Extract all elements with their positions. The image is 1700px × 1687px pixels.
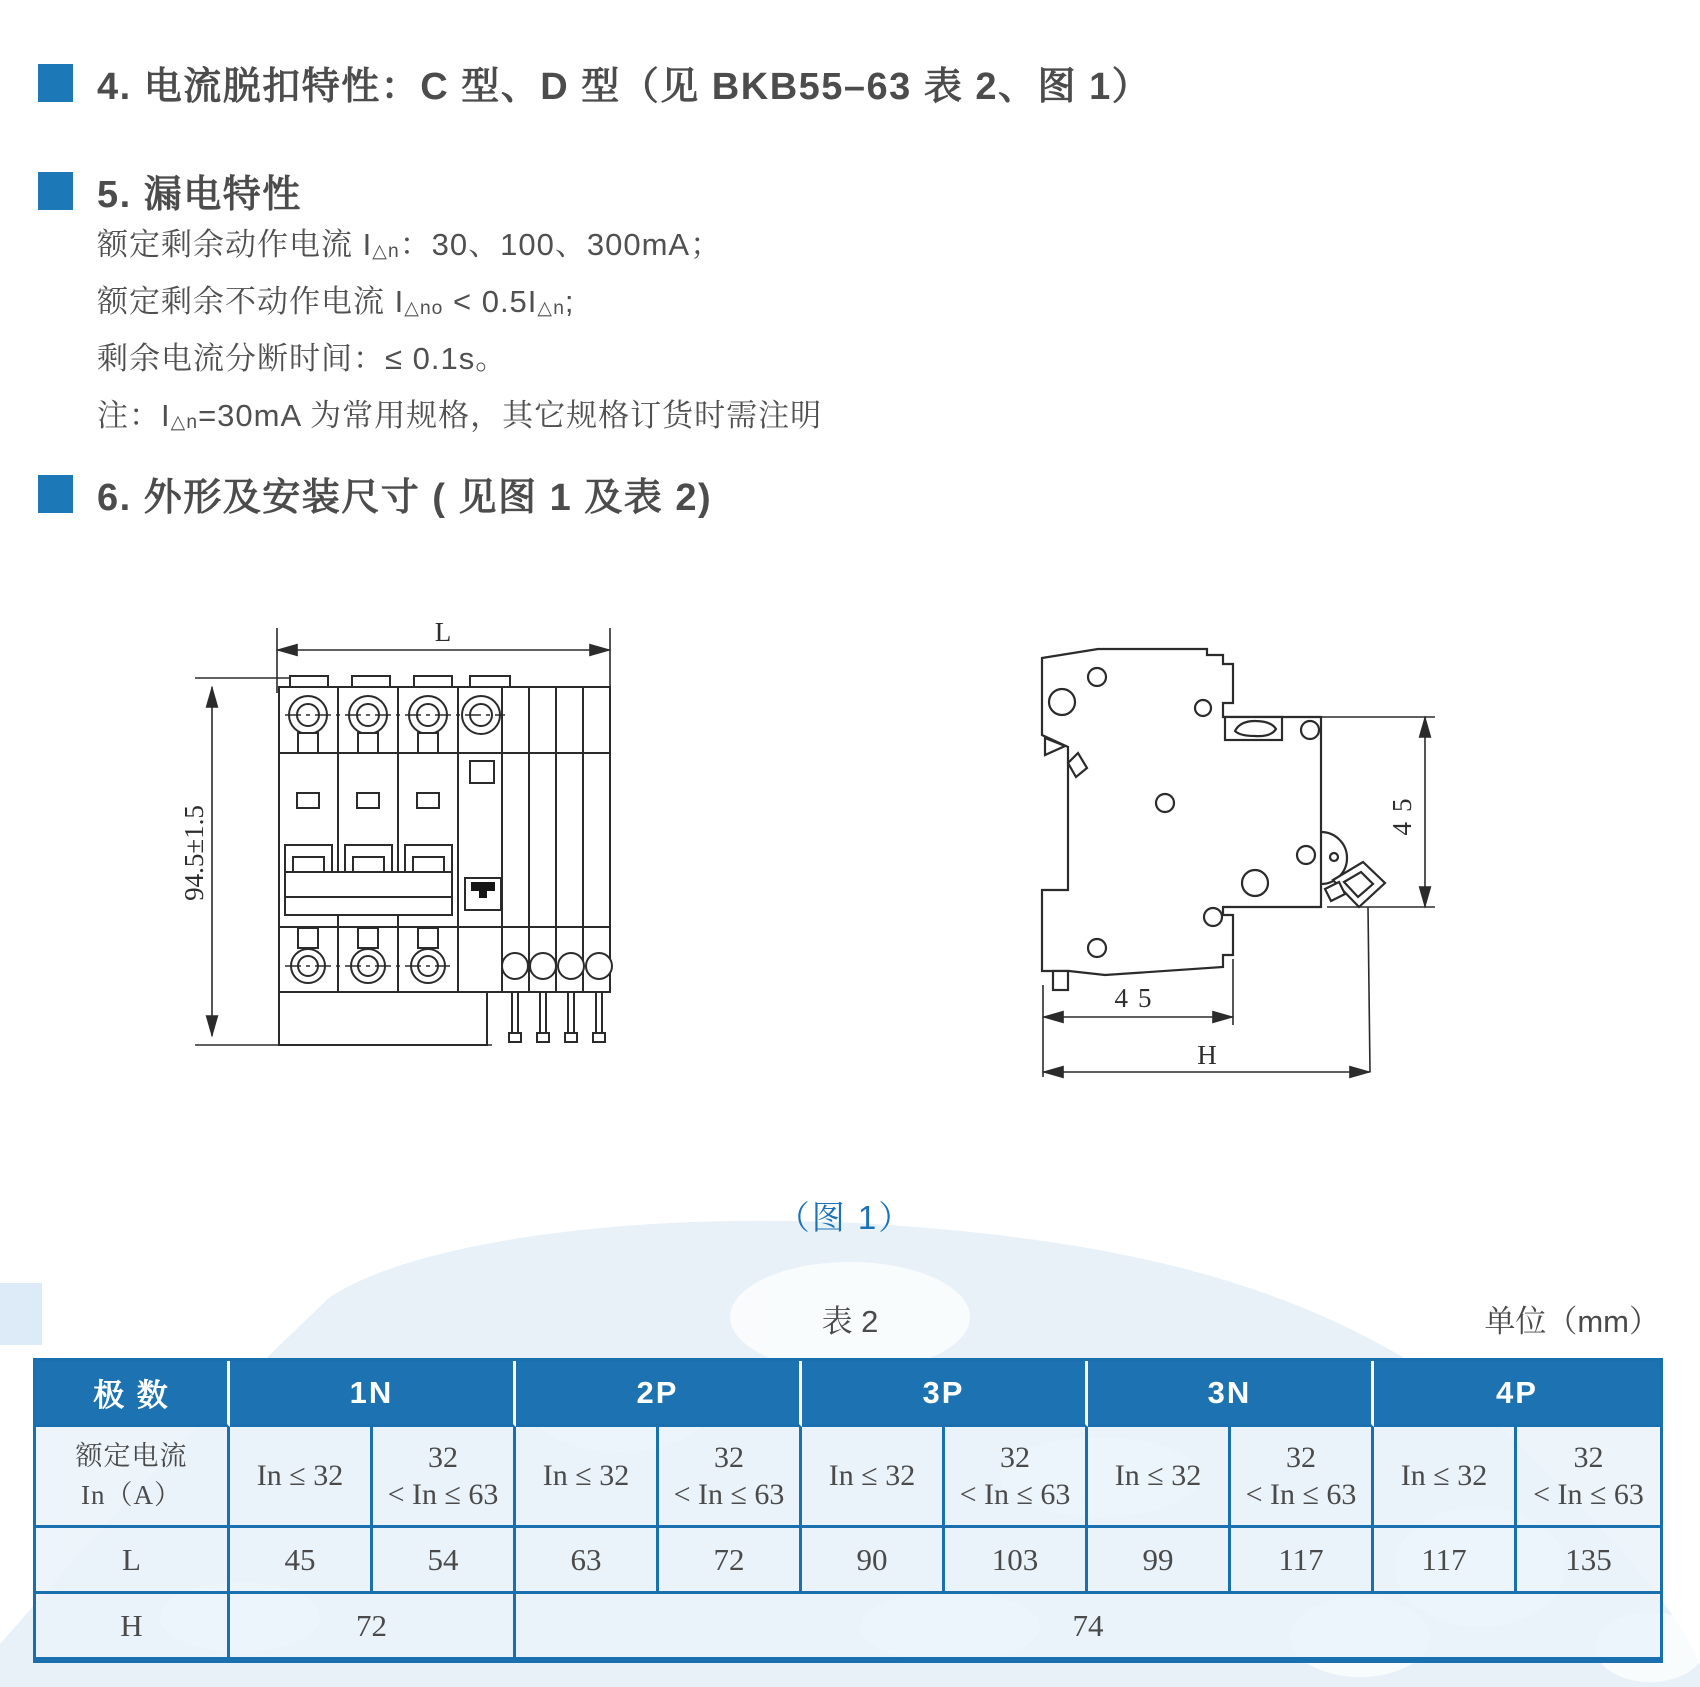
length-value: 117 [1231, 1528, 1374, 1594]
table-unit-label: 单位（mm） [1484, 1304, 1660, 1339]
range-le32: In ≤ 32 [802, 1427, 945, 1528]
length-row-label: L [36, 1528, 230, 1594]
spec-line: 剩余电流分断时间：≤ 0.1s。 [97, 341, 508, 376]
height-value-1n: 72 [230, 1594, 516, 1657]
section-5-title: 5. 漏电特性 [97, 174, 302, 216]
pole-header-4p: 4P [1374, 1361, 1660, 1427]
side-view-body [1042, 649, 1385, 990]
front-width-dimension-label: L [434, 617, 452, 647]
range-gt32: 32 < In ≤ 63 [659, 1427, 802, 1528]
length-value: 54 [373, 1528, 516, 1594]
pole-header-2p: 2P [516, 1361, 802, 1427]
side-total-width-label: H [1197, 1040, 1217, 1070]
section-6-title: 6. 外形及安装尺寸 ( 见图 1 及表 2) [97, 477, 713, 519]
length-value: 90 [802, 1528, 945, 1594]
range-le32: In ≤ 32 [230, 1427, 373, 1528]
poles-header: 极 数 [36, 1361, 230, 1427]
length-value: 99 [1088, 1528, 1231, 1594]
range-gt32: 32 < In ≤ 63 [945, 1427, 1088, 1528]
pole-header-3p: 3P [802, 1361, 1088, 1427]
pole-header-1n: 1N [230, 1361, 516, 1427]
front-view-drawing [115, 575, 625, 1080]
figure-1-caption: （图 1） [776, 1199, 914, 1236]
table-header-row [36, 1361, 1660, 1427]
length-value: 117 [1374, 1528, 1517, 1594]
range-le32: In ≤ 32 [1374, 1427, 1517, 1528]
side-base-width-label: 45 [1114, 983, 1162, 1013]
section-bullet-icon [38, 172, 73, 210]
spec-line: 额定剩余不动作电流 I△no < 0.5I△n; [97, 284, 575, 319]
length-value: 72 [659, 1528, 802, 1594]
height-value-rest: 74 [516, 1594, 1660, 1657]
section-4-title: 4. 电流脱扣特性：C 型、D 型（见 BKB55–63 表 2、图 1） [97, 66, 1152, 108]
height-row [36, 1594, 1660, 1657]
range-gt32: 32 < In ≤ 63 [1231, 1427, 1374, 1528]
section-5 [38, 163, 302, 218]
section-bullet-icon [38, 64, 73, 102]
pole-header-3n: 3N [1088, 1361, 1374, 1427]
range-le32: In ≤ 32 [1088, 1427, 1231, 1528]
section-bullet-icon [38, 475, 73, 513]
range-le32: In ≤ 32 [516, 1427, 659, 1528]
dimensions-table [33, 1358, 1663, 1663]
length-value: 63 [516, 1528, 659, 1594]
section-4 [38, 55, 1151, 110]
length-value: 103 [945, 1528, 1088, 1594]
table-2-caption: 表 2 [821, 1304, 879, 1339]
spec-line: 额定剩余动作电流 I△n：30、100、300mA； [97, 227, 723, 262]
height-row-label: H [36, 1594, 230, 1657]
side-view-drawing [935, 585, 1505, 1095]
front-view-body [279, 676, 612, 1045]
range-gt32: 32 < In ≤ 63 [373, 1427, 516, 1528]
length-row [36, 1528, 1660, 1594]
rated-current-row [36, 1427, 1660, 1528]
length-value: 135 [1517, 1528, 1660, 1594]
range-gt32: 32 < In ≤ 63 [1517, 1427, 1660, 1528]
front-height-dimension-label: 94.5±1.5 [179, 805, 209, 901]
rated-current-label: 额定电流 In（A） [36, 1427, 230, 1528]
side-panel-height-label: 45 [1387, 788, 1417, 836]
spec-line: 注：I△n=30mA 为常用规格，其它规格订货时需注明 [97, 398, 823, 433]
section-6 [38, 466, 712, 521]
leakage-spec-lines [97, 216, 822, 444]
length-value: 45 [230, 1528, 373, 1594]
